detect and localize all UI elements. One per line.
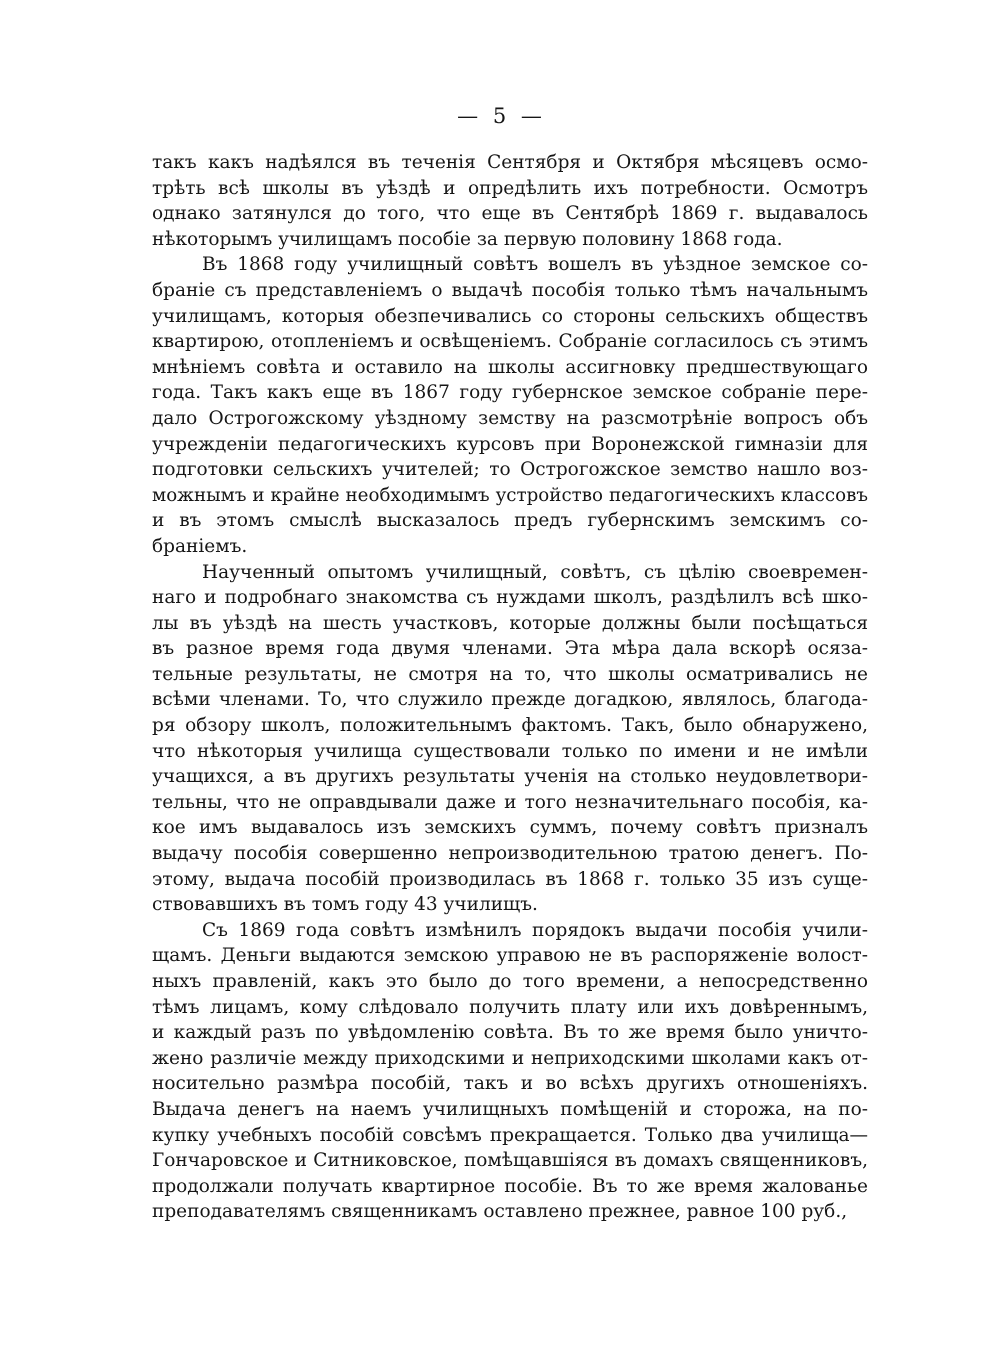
text-line: можнымъ и крайне необходимымъ устройство педагогическихъ классовъ [152, 484, 868, 506]
text-line: Гончаровское и Ситниковское, помѣщавшiяся въ домахъ священниковъ, [152, 1150, 868, 1172]
paragraph [152, 150, 868, 252]
paragraph [152, 560, 868, 918]
text-line: ря обзору школъ, положительнымъ фактомъ. Такъ, было обнаружено, [152, 715, 868, 737]
text-line: купку учебныхъ пособiй совсѣмъ прекращается. Только два училища— [152, 1124, 868, 1146]
text-line: ствовавшихъ въ томъ году 43 училищъ. [152, 894, 538, 916]
text-line: жено различiе между приходскими и неприходскими школами какъ от- [152, 1047, 868, 1069]
text-line: тельны, что не оправдывали даже и того незначительнаго пособiя, ка- [152, 791, 868, 813]
text-line: въ разное время года двумя членами. Эта мѣра дала вскорѣ осяза- [152, 638, 868, 660]
text-line: Выдача денегъ на наемъ училищныхъ помѣщенiй и сторожа, на по- [152, 1098, 868, 1120]
text-line: наго и подробнаго знакомства съ нуждами школъ, раздѣлилъ всѣ шко- [152, 587, 868, 609]
text-line: ныхъ правленiй, какъ это было до того времени, а непосредственно [152, 971, 868, 992]
text-line: дало Острогожскому уѣздному земству на разсмотрѣнiе вопросъ объ [152, 407, 868, 429]
text-line: лы въ уѣздѣ на шесть участковъ, которые должны были посѣщаться [152, 612, 868, 634]
text-line: Наученный опытомъ училищный, совѣтъ, съ цѣлiю своевремен- [202, 561, 868, 583]
text-line: кое имъ выдавалось изъ земскихъ суммъ, почему совѣтъ призналъ [152, 817, 868, 839]
text-line: этому, выдача пособiй производилась въ 1868 г. только 35 изъ суще- [152, 868, 868, 890]
text-line: щамъ. Деньги выдаются земскою управою не въ распоряженiе волост- [152, 945, 868, 967]
text-line: такъ какъ надѣялся въ теченiя Сентября и Октября мѣсяцевъ осмо- [152, 152, 868, 173]
text-line: выдачу пособiя совершенно непроизводительною тратою денегъ. По- [152, 843, 868, 865]
text-line: бранiе съ представленiемъ о выдачѣ пособiя только тѣмъ начальнымъ [152, 279, 868, 301]
text-line: квартирою, отопленiемъ и освѣщенiемъ. Собранiе согласилось съ этимъ [152, 331, 868, 353]
text-line: учрежденiи педагогическихъ курсовъ при Воронежской гимназiи для [152, 433, 868, 455]
paragraph [152, 918, 868, 1225]
text-line: бранiемъ. [152, 535, 248, 557]
text-line: учащихся, а въ другихъ результаты ученiя на столько неудовлетвори- [152, 766, 868, 788]
text-line: тельные результаты, не смотря на то, что школы осматривались не [152, 663, 868, 685]
text-line: тѣмъ лицамъ, кому слѣдовало получить плату или ихъ довѣреннымъ, [152, 996, 868, 1018]
text-line: Съ 1869 года совѣтъ измѣнилъ порядокъ выдачи пособiя учили- [202, 919, 868, 941]
text-line: года. Такъ какъ еще въ 1867 году губернское земское собранiе пере- [152, 382, 868, 404]
text-line: подготовки сельскихъ учителей; то Острогожское земство нашло воз- [152, 459, 868, 481]
text-line: мнѣнiемъ совѣта и оставило на школы ассигновку предшествующаго [152, 356, 868, 378]
text-line: училищамъ, которыя обезпечивались со стороны сельскихъ обществъ [152, 305, 868, 327]
text-line: преподавателямъ священникамъ оставлено прежнее, равное 100 руб., [152, 1201, 848, 1223]
paragraph [152, 252, 868, 559]
body-text [152, 150, 868, 1225]
text-line: и въ этомъ смыслѣ высказалось предъ губернскимъ земскимъ со- [152, 510, 868, 532]
text-line: и каждый разъ по увѣдомленiю совѣта. Въ то же время было уничто- [152, 1022, 868, 1044]
text-line: Въ 1868 году училищный совѣтъ вошелъ въ уѣздное земское со- [202, 254, 868, 276]
page-number: — 5 — [457, 104, 543, 128]
text-line: что нѣкоторыя училища существовали только по имени и не имѣли [152, 740, 868, 762]
text-line: всѣми членами. То, что служило прежде догадкою, являлось, благода- [152, 689, 868, 711]
text-line: трѣть всѣ школы въ уѣздѣ и опредѣлить ихъ потребности. Осмотръ [152, 177, 868, 199]
text-line: продолжали получать квартирное пособiе. Въ то же время жалованье [152, 1175, 868, 1197]
text-line: однако затянулся до того, что еще въ Сентябрѣ 1869 г. выдавалось [152, 203, 868, 225]
text-line: носительно размѣра пособiй, такъ и во всѣхъ другихъ отношенiяхъ. [152, 1073, 868, 1095]
text-line: нѣкоторымъ училищамъ пособiе за первую половину 1868 года. [152, 228, 783, 250]
